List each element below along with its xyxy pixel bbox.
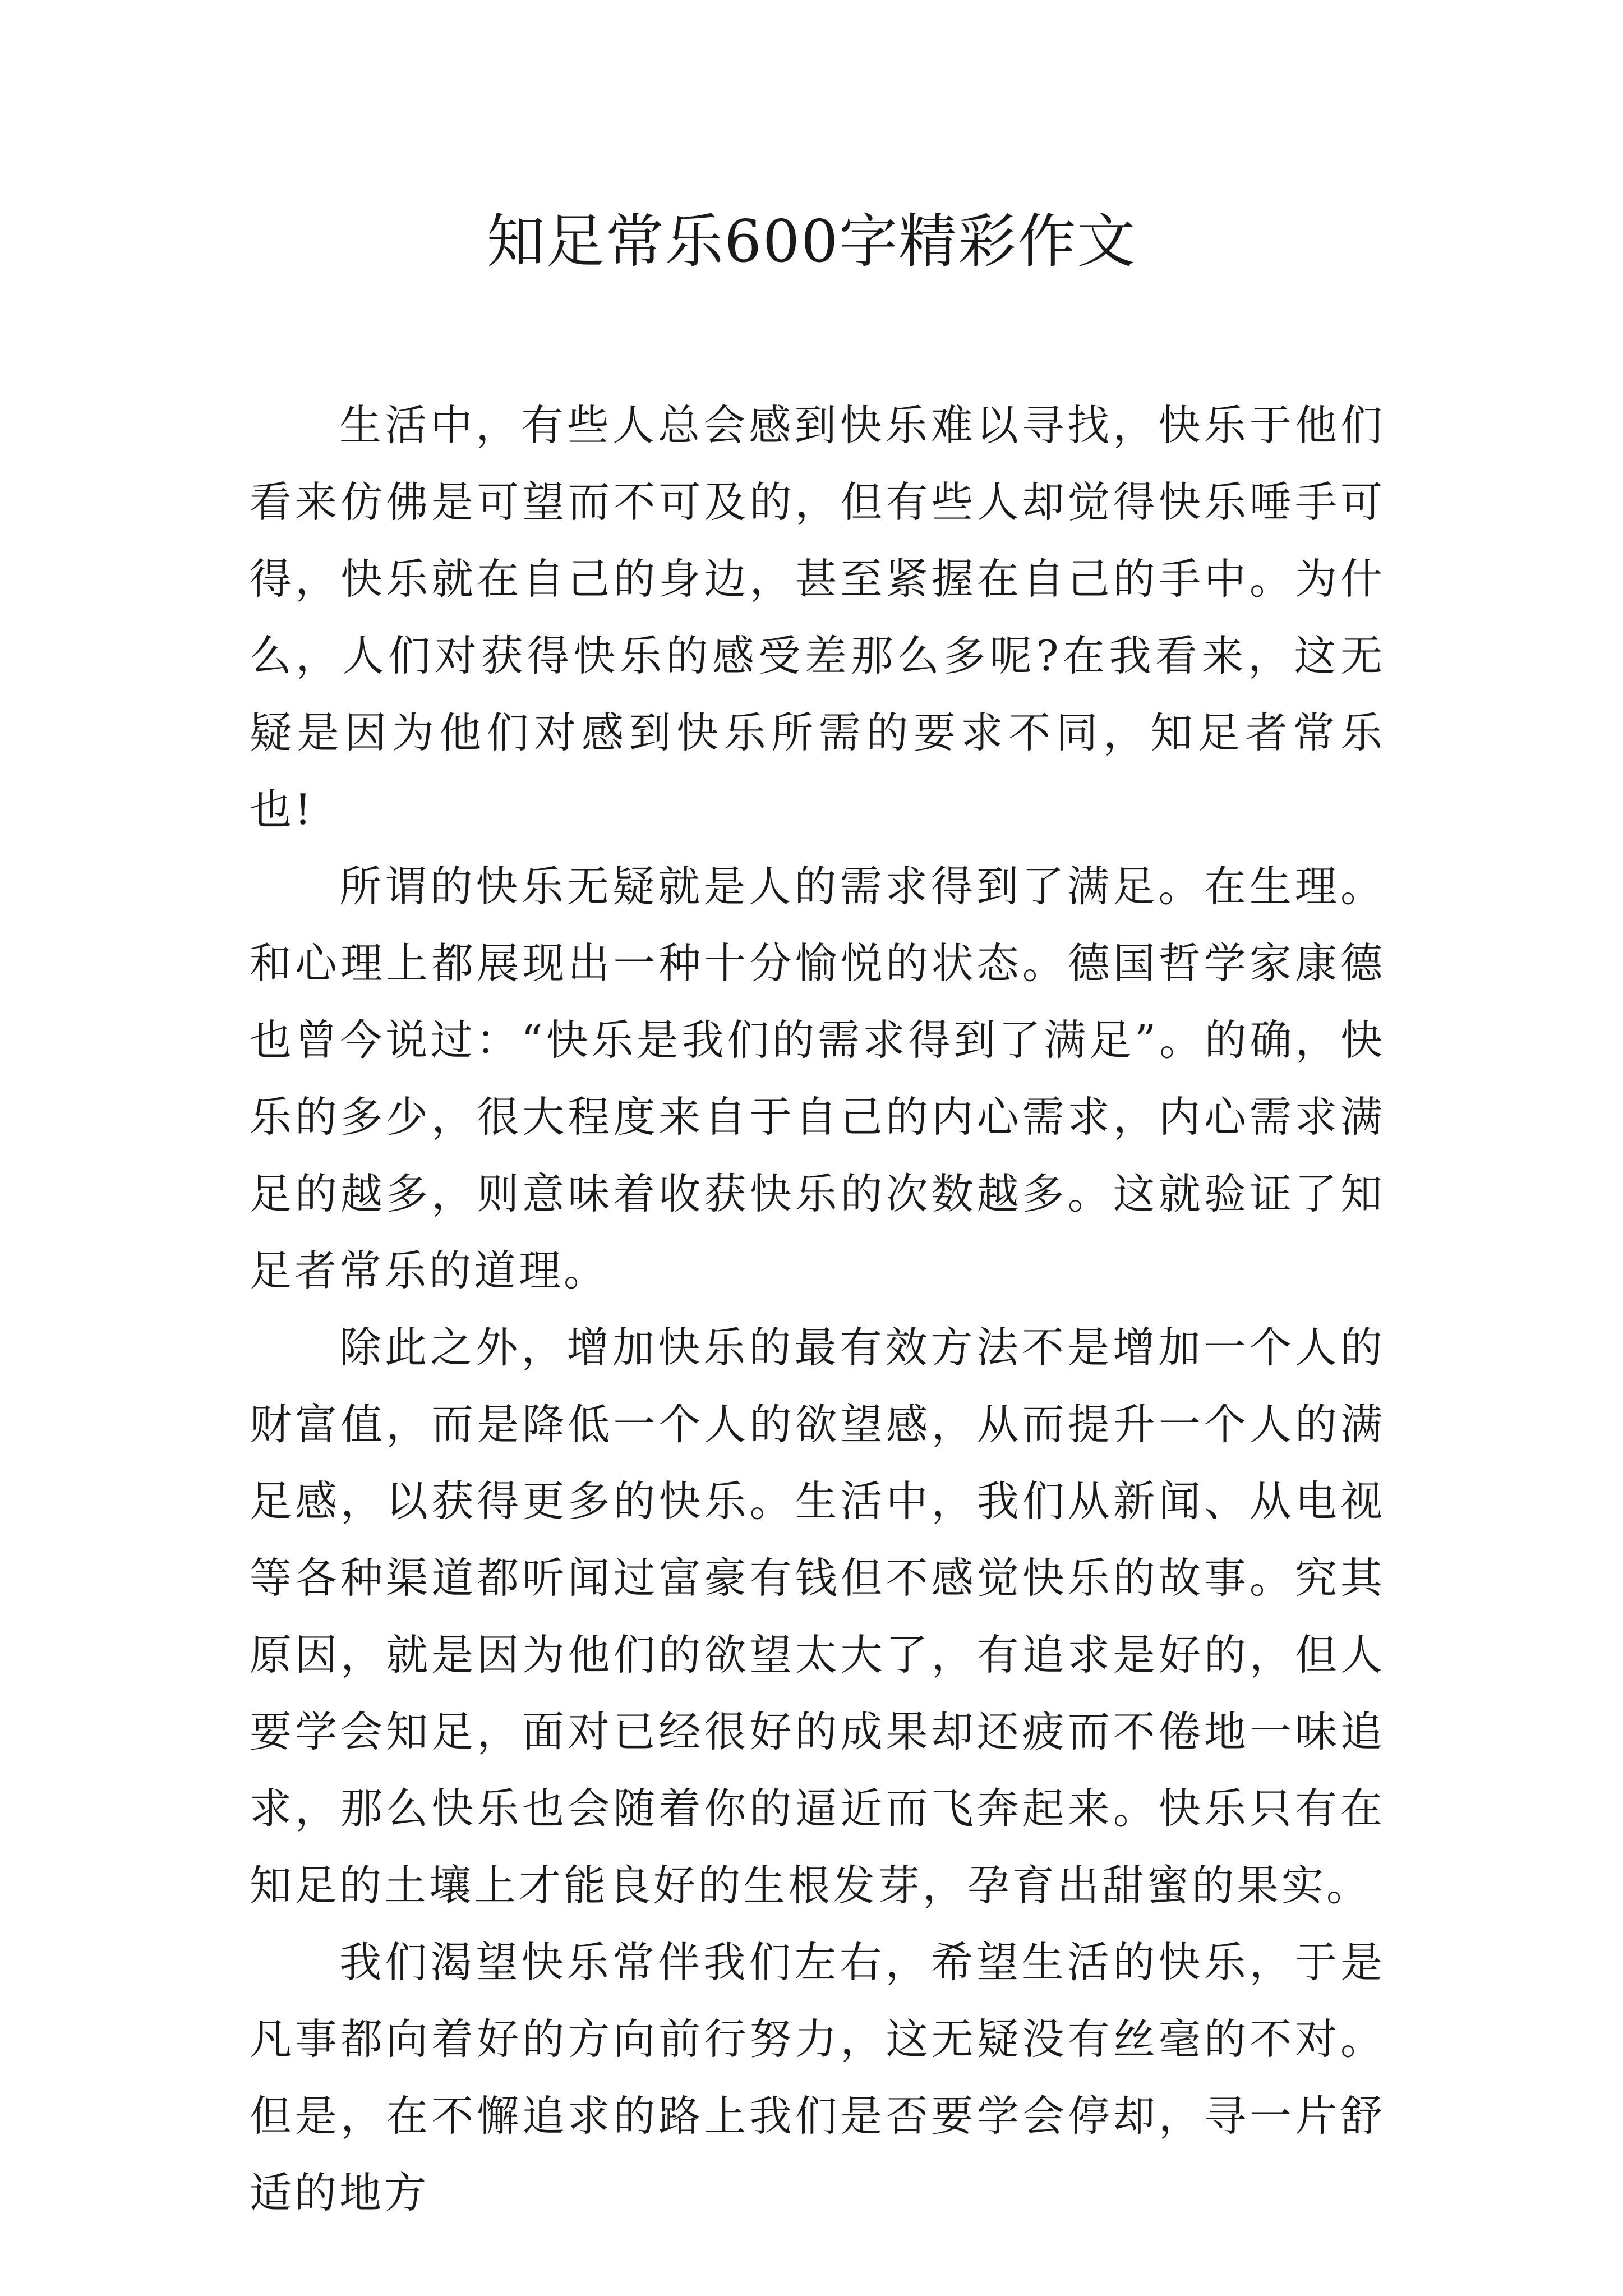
- paragraph: 除此之外，增加快乐的最有效方法不是增加一个人的财富值，而是降低一个人的欲望感，从而提升一个人的满足感，以获得更多的快乐。生活中，我们从新闻、从电视等各种渠道都听闻过富豪有钱但不感觉快乐的故事。究其原因，就是因为他们的欲望太大了，有追求是好的，但人要学会知足，面对已经很好的成果却还疲而不倦地一味追求，那么快乐也会随着你的逼近而飞奔起来。快乐只有在知足的土壤上才能良好的生根发芽，孕育出甜蜜的果实。: [250, 1323, 1385, 1910]
- paragraph: 生活中，有些人总会感到快乐难以寻找，快乐于他们看来仿佛是可望而不可及的，但有些人却觉得快乐唾手可得，快乐就在自己的身边，甚至紧握在自己的手中。为什么，人们对获得快乐的感受差那么多呢?在我看来，这无疑是因为他们对感到快乐所需的要求不同，知足者常乐也!: [250, 401, 1385, 834]
- paragraph: 所谓的快乐无疑就是人的需求得到了满足。在生理。和心理上都展现出一种十分愉悦的状态。德国哲学家康德也曾今说过：“快乐是我们的需求得到了满足”。的确，快乐的多少，很大程度来自于自己的内心需求，内心需求满足的越多，则意味着收获快乐的次数越多。这就验证了知足者常乐的道理。: [250, 862, 1385, 1295]
- document-title: 知足常乐600字精彩作文: [486, 207, 1137, 275]
- document-body: [250, 387, 1385, 2231]
- paragraph: 我们渴望快乐常伴我们左右，希望生活的快乐，于是凡事都向着好的方向前行努力，这无疑没有丝毫的不对。但是，在不懈追求的路上我们是否要学会停却，寻一片舒适的地方: [250, 1938, 1385, 2217]
